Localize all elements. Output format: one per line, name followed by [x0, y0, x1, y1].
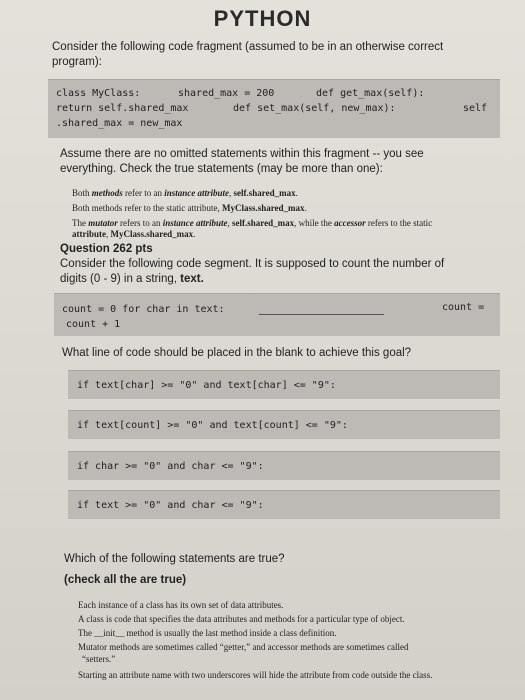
code-shared-max: shared_max = 200 — [178, 88, 275, 99]
q3-question: Which of the following statements are true? — [64, 553, 285, 565]
q2-choice-1[interactable] — [68, 370, 500, 399]
q3-option-3[interactable]: The __init__ method is usually the last method inside a class definition. — [78, 628, 337, 638]
code-blank-line — [259, 314, 384, 315]
q2-intro-line2: digits (0 - 9) in a string, text. — [60, 273, 204, 285]
q1-option-3[interactable]: The mutator refers to an instance attribute, self.shared_max, while the accessor refers to the static — [72, 218, 433, 228]
q3-option-2[interactable]: A class is code that specifies the data attributes and methods for a particular type of object. — [78, 614, 405, 624]
code-assign: .shared_max = new_max — [56, 118, 183, 129]
q2-choice-4[interactable] — [68, 490, 500, 519]
q1-option-2[interactable]: Both methods refer to the static attribute, MyClass.shared_max. — [72, 203, 307, 213]
q2-question: What line of code should be placed in the blank to achieve this goal? — [62, 347, 412, 359]
q2-code-block — [54, 293, 500, 336]
page-title: PYTHON — [213, 6, 312, 31]
q2-choice-3-code: if char >= "0" and char <= "9": — [77, 461, 264, 472]
q2-choice-4-code: if text >= "0" and char <= "9": — [77, 500, 264, 511]
q2-choice-3[interactable] — [68, 451, 500, 480]
code-class-decl: class MyClass: — [56, 88, 141, 99]
q2-choice-2-code: if text[count] >= "0" and text[count] <= "9": — [77, 420, 348, 431]
q3-option-5[interactable]: Starting an attribute name with two underscores will hide the attribute from code outside the class. — [78, 670, 433, 680]
q2-choice-2[interactable] — [68, 410, 500, 439]
code-count-eq: count = — [442, 302, 485, 313]
code-count-incr: count + 1 — [66, 319, 121, 330]
q3-option-4[interactable]: Mutator methods are sometimes called “getter,” and accessor methods are sometimes called — [78, 642, 409, 652]
code-count-init: count = 0 for char in text: — [62, 304, 225, 315]
q3-subtitle: (check all the are true) — [64, 574, 187, 586]
q3-option-1[interactable]: Each instance of a class has its own set of data attributes. — [78, 600, 284, 610]
q1-option-3-cont: attribute, MyClass.shared_max. — [72, 229, 196, 239]
code-get-max: def get_max(self): — [316, 88, 425, 99]
code-return: return self.shared_max — [56, 103, 189, 114]
q1-assume-line2: everything. Check the true statements (may be more than one): — [60, 163, 383, 175]
q1-option-1[interactable]: Both methods refer to an instance attribute, self.shared_max. — [72, 188, 298, 198]
code-self: self — [463, 103, 488, 114]
code-set-max: def set_max(self, new_max): — [233, 103, 396, 114]
q2-heading: Question 262 pts — [60, 243, 153, 255]
q2-intro-line1: Consider the following code segment. It is supposed to count the number of — [60, 258, 445, 270]
q3-option-4-cont: “setters.” — [82, 654, 116, 664]
q1-code-block — [48, 79, 500, 138]
q2-choice-1-code: if text[char] >= "0" and text[char] <= "9": — [77, 380, 336, 391]
q1-intro-line1: Consider the following code fragment (assumed to be in an otherwise correct — [52, 41, 444, 53]
q1-assume-line1: Assume there are no omitted statements within this fragment -- you see — [60, 148, 424, 160]
q1-intro-line2: program): — [52, 56, 102, 68]
